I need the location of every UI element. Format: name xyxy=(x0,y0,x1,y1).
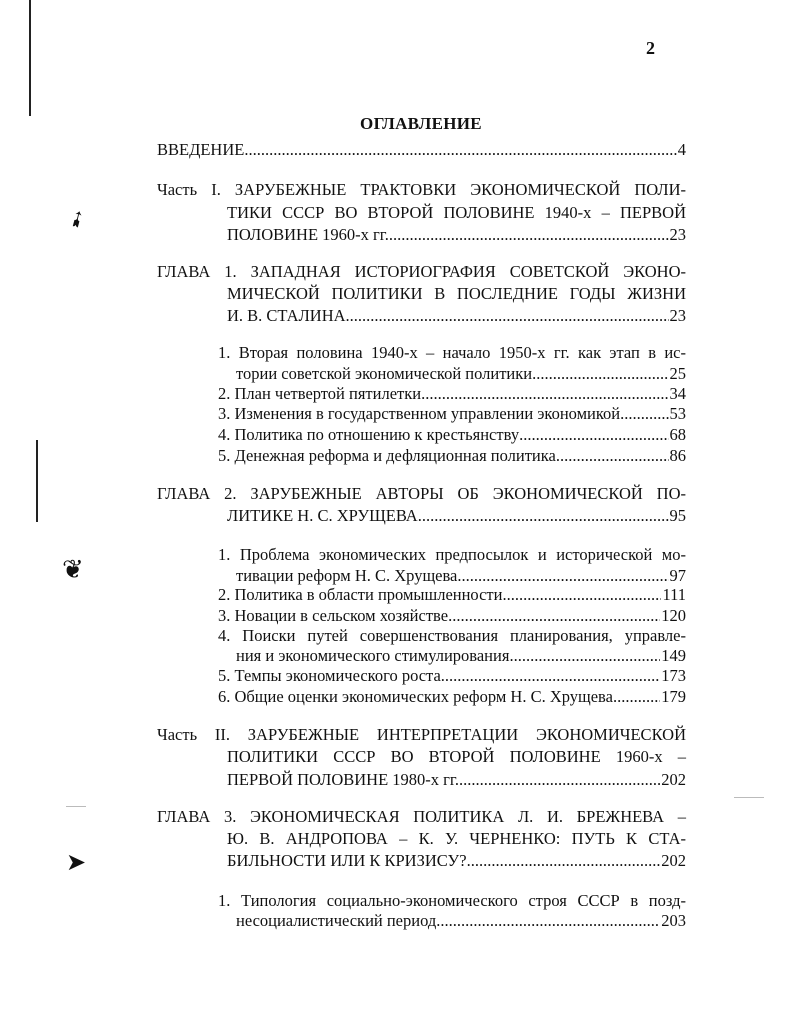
dot-leader xyxy=(418,506,669,526)
ink-blot: ❦ xyxy=(62,555,84,584)
toc-entry-text: ПЕРВОЙ ПОЛОВИНЕ 1980-х гг. xyxy=(227,770,459,789)
scan-smudge xyxy=(734,797,764,798)
toc-page-number: 95 xyxy=(669,506,686,525)
toc-entry-label: ВВЕДЕНИЕ xyxy=(157,140,245,159)
dot-leader xyxy=(244,140,676,160)
toc-section-2-3[interactable] xyxy=(218,606,686,626)
toc-entry-last-line xyxy=(227,770,686,790)
scan-smudge xyxy=(66,806,86,807)
ink-mark: ➹ xyxy=(62,203,92,235)
toc-section-last-line xyxy=(236,566,686,586)
toc-entry-text: Часть I. ЗАРУБЕЖНЫЕ ТРАКТОВКИ ЭКОНОМИЧЕСКОЙ ПОЛИ- xyxy=(157,180,686,199)
dot-leader xyxy=(346,306,669,326)
toc-section-text: тории советской экономической политики xyxy=(236,364,533,383)
toc-page-number: 86 xyxy=(669,446,686,465)
toc-page-number: 149 xyxy=(661,646,686,665)
toc-section-text: 5. Денежная реформа и дефляционная политика xyxy=(218,446,556,465)
toc-entry-last-line xyxy=(227,225,686,245)
toc-section-1-3[interactable] xyxy=(218,404,686,424)
scan-edge-line xyxy=(36,440,38,522)
toc-section-text: тивации реформ Н. С. Хрущева xyxy=(236,566,458,585)
toc-section-1-5[interactable] xyxy=(218,446,686,466)
dot-leader xyxy=(556,446,669,466)
toc-entry-text: ГЛАВА 2. ЗАРУБЕЖНЫЕ АВТОРЫ ОБ ЭКОНОМИЧЕСКОЙ ПО- xyxy=(157,484,686,503)
dot-leader xyxy=(519,425,668,445)
toc-section-text: 2. Политика в области промышленности xyxy=(218,585,503,604)
toc-section-text: несоциалистический период xyxy=(236,911,437,930)
toc-entry-text: ПОЛИТИКИ СССР ВО ВТОРОЙ ПОЛОВИНЕ 1960-х – xyxy=(227,747,686,766)
toc-section-text: 4. Поиски путей совершенствования планирования, управле- xyxy=(218,626,686,645)
scan-edge-line xyxy=(29,0,31,116)
dot-leader xyxy=(436,911,660,931)
toc-section-last-line xyxy=(236,646,686,666)
toc-page-number: 34 xyxy=(669,384,686,403)
toc-section-text: ния и экономического стимулирования xyxy=(236,646,510,665)
toc-page-number: 179 xyxy=(661,687,686,706)
toc-section-1-2[interactable] xyxy=(218,384,686,404)
toc-page-number: 97 xyxy=(669,566,686,585)
dot-leader xyxy=(389,225,669,245)
toc-entry-text: ГЛАВА 1. ЗАПАДНАЯ ИСТОРИОГРАФИЯ СОВЕТСКОЙ ЭКОНО- xyxy=(157,262,686,281)
toc-page-number: 53 xyxy=(669,404,686,423)
toc-page-number: 23 xyxy=(669,225,686,244)
toc-section-text: 1. Вторая половина 1940-х – начало 1950-х гг. как этап в ис- xyxy=(218,343,686,362)
toc-section-text: 1. Проблема экономических предпосылок и исторической мо- xyxy=(218,545,686,564)
toc-page-number: 25 xyxy=(669,364,686,383)
toc-entry-text: ПОЛОВИНЕ 1960-х гг. xyxy=(227,225,389,244)
toc-section-text: 3. Новации в сельском хозяйстве xyxy=(218,606,449,625)
toc-section-last-line xyxy=(236,364,686,384)
toc-page-number: 4 xyxy=(677,140,686,159)
toc-page-number: 68 xyxy=(669,425,686,444)
toc-section-text: 2. План четвертой пятилетки xyxy=(218,384,422,403)
toc-entry-text: БИЛЬНОСТИ ИЛИ К КРИЗИСУ? xyxy=(227,851,467,870)
ink-mark: ➤ xyxy=(66,850,87,876)
toc-entry-introduction[interactable] xyxy=(157,140,686,160)
dot-leader xyxy=(532,364,668,384)
toc-entry-text: ЛИТИКЕ Н. С. ХРУЩЕВА xyxy=(227,506,418,525)
dot-leader xyxy=(448,606,660,626)
toc-section-2-5[interactable] xyxy=(218,666,686,686)
dot-leader xyxy=(441,666,660,686)
toc-section-text: 4. Политика по отношению к крестьянству xyxy=(218,425,520,444)
dot-leader xyxy=(421,384,668,404)
toc-entry-text: МИЧЕСКОЙ ПОЛИТИКИ В ПОСЛЕДНИЕ ГОДЫ ЖИЗНИ xyxy=(227,284,686,303)
toc-page-number: 111 xyxy=(662,585,686,604)
toc-page-number: 120 xyxy=(661,606,686,625)
toc-entry-text: ТИКИ СССР ВО ВТОРОЙ ПОЛОВИНЕ 1940-х – ПЕРВОЙ xyxy=(227,203,686,222)
toc-section-text: 5. Темпы экономического роста xyxy=(218,666,441,685)
page-number: 2 xyxy=(646,38,655,58)
toc-section-2-2[interactable] xyxy=(218,585,686,605)
toc-entry-text: И. В. СТАЛИНА xyxy=(227,306,346,325)
dot-leader xyxy=(509,646,660,666)
toc-entry-text: ГЛАВА 3. ЭКОНОМИЧЕСКАЯ ПОЛИТИКА Л. И. БРЕЖНЕВА – xyxy=(157,807,686,826)
toc-entry-text: Ю. В. АНДРОПОВА – К. У. ЧЕРНЕНКО: ПУТЬ К СТА- xyxy=(227,829,686,848)
toc-page-number: 202 xyxy=(661,851,686,870)
dot-leader xyxy=(620,404,668,424)
toc-section-text: 6. Общие оценки экономических реформ Н. С. Хрущева xyxy=(218,687,613,706)
page-title: ОГЛАВЛЕНИЕ xyxy=(360,114,482,133)
toc-section-text: 3. Изменения в государственном управлении экономикой xyxy=(218,404,621,423)
toc-entry-last-line xyxy=(227,306,686,326)
dot-leader xyxy=(502,585,661,605)
toc-entry-text: Часть II. ЗАРУБЕЖНЫЕ ИНТЕРПРЕТАЦИИ ЭКОНОМИЧЕСКОЙ xyxy=(157,725,686,744)
dot-leader xyxy=(457,566,668,586)
toc-page-number: 202 xyxy=(661,770,686,789)
toc-page-number: 203 xyxy=(661,911,686,930)
toc-entry-last-line xyxy=(227,851,686,871)
dot-leader xyxy=(613,687,660,707)
toc-page-number: 23 xyxy=(669,306,686,325)
toc-section-text: 1. Типология социально-экономического строя СССР в позд- xyxy=(218,891,686,910)
toc-section-1-4[interactable] xyxy=(218,425,686,445)
toc-entry-last-line xyxy=(227,506,686,526)
dot-leader xyxy=(467,851,661,871)
toc-page-number: 173 xyxy=(661,666,686,685)
dot-leader xyxy=(459,770,660,790)
toc-section-last-line xyxy=(236,911,686,931)
toc-section-2-6[interactable] xyxy=(218,687,686,707)
